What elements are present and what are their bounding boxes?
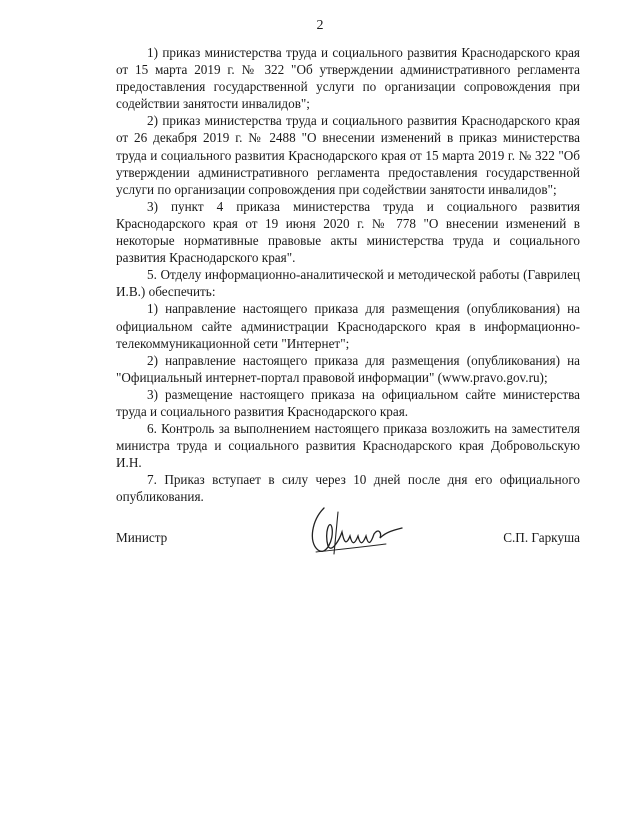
handwritten-signature bbox=[294, 502, 414, 562]
paragraph: 1) приказ министерства труда и социального развития Краснодарского края от 15 марта 2019 г. № 322 "Об утверждении административного регламента предоставления государственной услуги по организации сопровождения при содействии занятости инвалидов"; bbox=[116, 45, 580, 112]
paragraph: 3) размещение настоящего приказа на официальном сайте министерства труда и социального развития Краснодарского края. bbox=[116, 386, 580, 419]
page-number: 2 bbox=[316, 18, 324, 33]
document-body bbox=[116, 44, 580, 506]
paragraph: 1) направление настоящего приказа для размещения (опубликования) на официальном сайте администрации Краснодарского края в информационно-телекоммуникационной сети "Интернет"; bbox=[116, 301, 580, 351]
signatory-title: Министр bbox=[116, 530, 168, 545]
signature-block bbox=[116, 502, 580, 572]
paragraph: 2) приказ министерства труда и социального развития Краснодарского края от 26 декабря 2019 г. № 2488 "О внесении изменений в приказ министерства труда и социального развития Краснодарского края от 15 марта 2019 г. № 322 "Об утверждении административного регламента предоставления государственной услуги по организации сопровождения при содействии занятости инвалидов"; bbox=[116, 113, 580, 197]
paragraph: 3) пункт 4 приказа министерства труда и социального развития Краснодарского края от 19 июня 2020 г. № 778 "О внесении изменений в некоторые нормативные правовые акты министерства труда и социального развития Краснодарского края". bbox=[116, 198, 580, 266]
paragraph: 6. Контроль за выполнением настоящего приказа возложить на заместителя министра труда и социального развития Краснодарского края Добровольскую И.Н. bbox=[116, 421, 580, 471]
paragraph: 5. Отделу информационно-аналитической и методической работы (Гаврилец И.В.) обеспечить: bbox=[116, 267, 580, 300]
signatory-name: С.П. Гаркуша bbox=[503, 530, 580, 545]
paragraph: 2) направление настоящего приказа для размещения (опубликования) на "Официальный интернет-портал правовой информации" (www.pravo.gov.ru); bbox=[116, 352, 580, 385]
paragraph: 7. Приказ вступает в силу через 10 дней после дня его официального опубликования. bbox=[116, 472, 580, 505]
